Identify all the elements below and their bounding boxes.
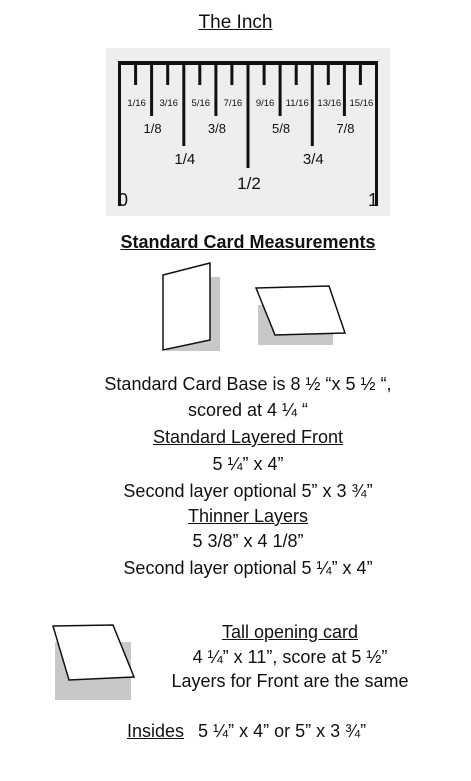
tick-label-1-8: 1/8 — [143, 121, 162, 136]
tick-1-2 — [247, 63, 250, 168]
layered-second-text: Second layer optional 5” x 3 ¾” — [123, 481, 373, 501]
tick-3-16 — [166, 63, 169, 85]
layered-size-text: 5 ¼” x 4” — [212, 454, 284, 474]
tick-label-1-16: 1/16 — [127, 98, 146, 109]
tick-label-13-16: 13/16 — [317, 98, 342, 109]
tall-heading: Tall opening card — [221, 622, 359, 642]
tick-1-16 — [134, 63, 137, 85]
tick-11-16 — [295, 63, 298, 85]
thinner-size-text: 5 3/8” x 4 1/8” — [192, 531, 304, 551]
tick-5-8 — [279, 63, 282, 116]
tall-layers-text: Layers for Front are the same — [171, 671, 409, 691]
insides-line — [127, 718, 366, 744]
layered-heading: Standard Layered Front — [152, 427, 344, 447]
tick-label-7-16: 7/16 — [223, 98, 243, 109]
base-score-text: scored at 4 ¼ “ — [187, 400, 309, 420]
upright-card-front — [163, 263, 210, 350]
tick-13-16 — [327, 63, 330, 85]
base-size-text: Standard Card Base is 8 ½ “x 5 ½ “, — [104, 374, 392, 394]
tick-15-16 — [359, 63, 362, 85]
upright-card-icon — [160, 260, 224, 355]
tick-1-8 — [150, 63, 153, 116]
thinner-heading: Thinner Layers — [187, 506, 309, 526]
tick-label-3-8: 3/8 — [207, 121, 226, 136]
tick-9-16 — [263, 63, 266, 85]
tick-label-11-16: 11/16 — [285, 98, 309, 109]
ruler-graphic — [106, 48, 390, 216]
tick-7-8 — [343, 63, 346, 116]
tick-label-5-8: 5/8 — [272, 121, 291, 136]
tick-3-8 — [214, 63, 217, 116]
tick-3-4 — [311, 63, 314, 146]
tick-label-9-16: 9/16 — [255, 98, 275, 109]
inch-ruler — [106, 48, 390, 216]
tick-label-1: 1 — [367, 190, 378, 210]
ruler-zero-tick — [118, 61, 121, 206]
page-title: The Inch — [198, 12, 273, 33]
standard-heading: Standard Card Measurements — [120, 232, 376, 252]
tick-label-5-16: 5/16 — [191, 98, 211, 109]
insides-label: Insides — [127, 721, 185, 741]
flat-card-icon — [253, 283, 349, 349]
tick-label-7-8: 7/8 — [336, 121, 355, 136]
insides-value: 5 ¼” x 4” or 5” x 3 ¾” — [198, 721, 367, 741]
tick-7-16 — [230, 63, 233, 85]
tall-card-icon — [50, 622, 138, 704]
thinner-second-text: Second layer optional 5 ¼” x 4” — [123, 558, 373, 578]
tick-5-16 — [198, 63, 201, 85]
tick-label-1-4: 1/4 — [174, 151, 196, 168]
ruler-one-tick — [375, 61, 378, 206]
tick-label-3-16: 3/16 — [159, 98, 178, 109]
tick-1-4 — [182, 63, 185, 146]
tall-size-text: 4 ¼” x 11”, score at 5 ½” — [192, 647, 388, 667]
tick-label-15-16: 15/16 — [349, 98, 374, 109]
tick-label-3-4: 3/4 — [302, 151, 324, 168]
tick-label-1-2: 1/2 — [237, 174, 261, 193]
tick-label-0: 0 — [118, 190, 129, 210]
